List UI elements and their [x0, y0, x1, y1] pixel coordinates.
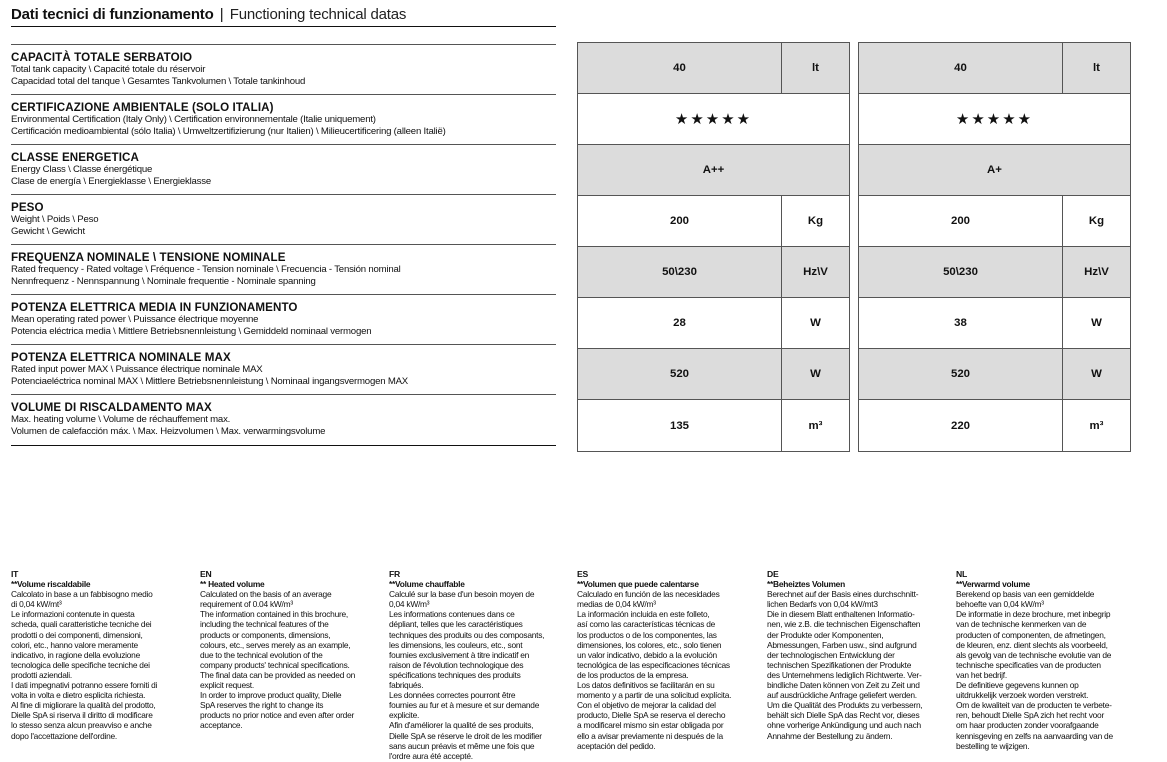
note-line: Annahme der Bestellung zu ändern.: [767, 730, 893, 741]
note-line: indicativo, in ragione della evoluzione: [11, 649, 140, 660]
note-line: des Unternehmens lediglich Richtwerte. Ver-: [767, 669, 922, 680]
note-line: technische specificaties van de producten: [956, 659, 1101, 670]
note-line: lichen Bedarfs von 0,04 kW/mt3: [767, 599, 878, 610]
value-row-heating-volume: [859, 400, 1130, 451]
page-title: [11, 6, 556, 27]
note-line: de kleuren, enz. dient slechts als voorbeeld,: [956, 639, 1108, 650]
note-line: a modificarel mismo sin estar obligada por: [577, 720, 724, 731]
note-line: I dati impegnativi potranno essere forniti di: [11, 680, 158, 691]
note-line: The final data can be provided as needed on: [200, 669, 356, 680]
note-line: explicit request.: [200, 680, 254, 691]
note-language: EN: [200, 569, 212, 579]
value-cell: 40: [578, 43, 782, 93]
note-line: dimensiones, los colores, etc., solo tienen: [577, 639, 722, 650]
note-language: NL: [956, 569, 967, 579]
note-language: FR: [389, 569, 400, 579]
spec-title: CLASSE ENERGETICA: [11, 151, 139, 164]
note-line: prodotti aziendali.: [11, 669, 72, 680]
note-line: SpA reserves the right to change its: [200, 700, 324, 711]
note-line: Al fine di migliorare la qualità del prodotto,: [11, 700, 156, 711]
unit-cell: m³: [1089, 419, 1104, 432]
value-cell: 40: [859, 43, 1063, 93]
value-cell: 135: [578, 400, 782, 451]
value-row-energy-class: [578, 145, 849, 196]
note-line: products no prior notice and even after order: [200, 710, 355, 721]
spec-title: POTENZA ELETTRICA MEDIA IN FUNZIONAMENTO: [11, 301, 298, 314]
model-column-1: [577, 42, 850, 452]
note-line: colori, etc., hanno valore meramente: [11, 639, 138, 650]
note-line: Afin d'améliorer la qualité de ses produits,: [389, 720, 534, 731]
note-line: including the technical features of the: [200, 619, 329, 630]
note-line: Dielle SpA se réserve le droit de les modifier: [389, 730, 542, 741]
note-language: DE: [767, 569, 779, 579]
note-line: The information contained in this brochure,: [200, 609, 348, 620]
spec-subtitle: Weight \ Poids \ Peso: [11, 214, 99, 225]
note-line: prodotti o dei componenti, dimensioni,: [11, 629, 143, 640]
footnote-it: [11, 569, 191, 741]
note-line: techniques des produits ou des composants,: [389, 629, 545, 640]
spec-label-list: [11, 44, 556, 446]
unit-cell: lt: [1093, 62, 1100, 74]
value-cell: 220: [859, 400, 1063, 451]
footnote-es: [577, 569, 757, 751]
note-line: requirement of 0.04 kW/m³: [200, 599, 293, 610]
value-row-heating-volume: [578, 400, 849, 451]
spec-row-heating-volume: [11, 395, 556, 446]
note-line: der Produkte oder Komponenten,: [767, 629, 884, 640]
spec-subtitle: Rated frequency - Rated voltage \ Fréquence - Tension nominale \ Frecuencia - Tensión nominal: [11, 264, 401, 275]
note-line: de los productos de la empresa.: [577, 669, 689, 680]
value-row-mean-power: [859, 298, 1130, 349]
note-line: company products' technical specifications.: [200, 659, 350, 670]
note-line: van de technische kenmerken van de: [956, 619, 1087, 630]
note-line: nen, wie z.B. die technischen Eigenschaften: [767, 619, 921, 630]
unit-cell: m³: [808, 419, 823, 432]
value-cell: 38: [859, 298, 1063, 348]
note-title: **Volume chauffable: [389, 579, 465, 590]
note-line: van het bedrijf.: [956, 669, 1007, 680]
value-row-weight: [859, 196, 1130, 247]
note-line: dopo l'accettazione dell'ordine.: [11, 730, 118, 741]
note-line: Les données correctes pourront être: [389, 690, 516, 701]
note-line: fournies au fur et à mesure et sur demande: [389, 700, 540, 711]
note-language: IT: [11, 569, 19, 579]
value-cell: 200: [859, 196, 1063, 246]
note-line: spécifications techniques des produits: [389, 669, 521, 680]
note-line: bindliche Daten können von Zeit zu Zeit und: [767, 680, 920, 691]
star-rating: ★★★★★: [674, 111, 753, 128]
note-line: bestelling te wijzigen.: [956, 740, 1030, 751]
note-body: [389, 589, 569, 761]
spec-subtitle: Rated input power MAX \ Puissance électrique nominale MAX: [11, 364, 263, 375]
spec-title: CERTIFICAZIONE AMBIENTALE (SOLO ITALIA): [11, 101, 274, 114]
note-line: momento y a partir de una solicitud explícita.: [577, 690, 732, 701]
spec-title: POTENZA ELETTRICA NOMINALE MAX: [11, 351, 231, 364]
value-row-tank-capacity: [859, 43, 1130, 94]
note-line: Les informations contenues dans ce: [389, 609, 515, 620]
note-line: der technologischen Entwicklung der: [767, 649, 895, 660]
note-line: Calculated on the basis of an average: [200, 589, 332, 600]
value-row-energy-class: [859, 145, 1130, 196]
footnote-de: [767, 569, 947, 741]
spec-title: PESO: [11, 201, 44, 214]
value-cell: A+: [987, 164, 1002, 176]
note-line: products or components, dimensions,: [200, 629, 331, 640]
note-title: **Volume riscaldabile: [11, 579, 91, 590]
unit-cell: Kg: [807, 215, 824, 227]
note-line: lo stesso senza alcun preavviso e anche: [11, 720, 152, 731]
value-cell: 520: [578, 349, 782, 399]
note-line: In order to improve product quality, Dielle: [200, 690, 342, 701]
note-line: 0,04 kW/m³: [389, 599, 430, 610]
note-line: Dielle SpA si riserva il diritto di modificare: [11, 710, 153, 721]
note-line: producten of componenten, de afmetingen,: [956, 629, 1106, 640]
value-cell: A++: [702, 164, 725, 176]
spec-row-frequency-voltage: [11, 245, 556, 295]
note-body: [577, 589, 757, 751]
note-line: Calculado en función de las necesidades: [577, 589, 720, 600]
note-line: un valor indicativo, debido a la evolución: [577, 649, 717, 660]
value-cell: 200: [578, 196, 782, 246]
spec-row-max-power: [11, 345, 556, 395]
note-line: Um die Qualität des Produkts zu verbessern,: [767, 700, 923, 711]
note-line: producto, Dielle SpA se reserva el derecho: [577, 710, 726, 721]
note-line: tecnológica de las especificaciones técnicas: [577, 659, 730, 670]
spec-subtitle: Certificación medioambiental (sólo Italia) \ Umweltzertifizierung (nur Italien) \ Milieucertificering (alleen Italië): [11, 126, 446, 137]
note-line: di 0,04 kW/mt³: [11, 599, 62, 610]
spec-subtitle: Clase de energía \ Energieklasse \ Energieklasse: [11, 176, 211, 187]
note-line: uitdrukkelijk verzoek worden verstrekt.: [956, 690, 1089, 701]
spec-row-energy-class: [11, 145, 556, 195]
note-line: om haar producten zonder voorafgaande: [956, 720, 1099, 731]
spec-row-environmental-certification: [11, 95, 556, 145]
note-title: **Verwarmd volume: [956, 579, 1030, 590]
spec-subtitle: Max. heating volume \ Volume de réchauffement max.: [11, 414, 231, 425]
spec-subtitle: Total tank capacity \ Capacité totale du réservoir: [11, 64, 206, 75]
spec-subtitle: Nennfrequenz - Nennspannung \ Nominale frequentie - Nominale spanning: [11, 276, 316, 287]
star-rating: ★★★★★: [955, 111, 1034, 128]
unit-cell: W: [1091, 317, 1102, 329]
note-title: **Beheiztes Volumen: [767, 579, 845, 590]
spec-subtitle: Gewicht \ Gewicht: [11, 226, 85, 237]
note-line: scheda, quali caratteristiche tecniche dei: [11, 619, 152, 630]
value-row-frequency-voltage: [859, 247, 1130, 298]
note-line: Die in diesem Blatt enthaltenen Informatio-: [767, 609, 915, 620]
note-line: colours, etc., serves merely as an example,: [200, 639, 351, 650]
note-line: ello a avisar previamente ni después de la: [577, 730, 723, 741]
note-line: Abmessungen, Farben usw., sind aufgrund: [767, 639, 917, 650]
note-line: Om de kwaliteit van de producten te verbete-: [956, 700, 1112, 711]
footnote-en: [200, 569, 380, 731]
title-english: Functioning technical datas: [229, 6, 407, 23]
note-body: [956, 589, 1136, 751]
note-line: explicite.: [389, 710, 420, 721]
value-row-max-power: [859, 349, 1130, 400]
note-line: Le informazioni contenute in questa: [11, 609, 135, 620]
note-line: Berekend op basis van een gemiddelde: [956, 589, 1095, 600]
spec-row-weight: [11, 195, 556, 245]
note-line: auf ausdrückliche Anfrage geliefert werden.: [767, 690, 917, 701]
note-line: De definitieve gegevens kunnen op: [956, 680, 1079, 691]
note-line: tecnologica delle specifiche tecniche dei: [11, 659, 150, 670]
note-body: [767, 589, 947, 740]
note-language: ES: [577, 569, 588, 579]
unit-cell: W: [810, 317, 821, 329]
note-line: así como las características técnicas de: [577, 619, 716, 630]
note-line: acceptance.: [200, 720, 243, 731]
unit-cell: Hz\V: [1084, 266, 1109, 278]
note-line: due to the technical evolution of the: [200, 649, 323, 660]
note-line: les dimensions, les couleurs, etc., sont: [389, 639, 523, 650]
note-line: aceptación del pedido.: [577, 740, 656, 751]
value-row-max-power: [578, 349, 849, 400]
title-italian: Dati tecnici di funzionamento: [11, 6, 214, 23]
note-line: La información incluida en este folleto,: [577, 609, 710, 620]
note-line: raison de l'évolution technologique des: [389, 659, 524, 670]
unit-cell: Hz\V: [803, 266, 828, 278]
note-line: fabriqués.: [389, 680, 424, 691]
note-line: ohne vorherige Ankündigung und auch nach: [767, 720, 921, 731]
note-line: los productos o de los componentes, las: [577, 629, 717, 640]
note-body: [200, 589, 380, 730]
value-row-frequency-voltage: [578, 247, 849, 298]
note-line: fournies exclusivement à titre indicatif en: [389, 649, 530, 660]
spec-title: VOLUME DI RISCALDAMENTO MAX: [11, 401, 212, 414]
model-column-2: [858, 42, 1131, 452]
spec-subtitle: Capacidad total del tanque \ Gesamtes Tankvolumen \ Totale tankinhoud: [11, 76, 306, 87]
value-row-mean-power: [578, 298, 849, 349]
value-cell: 520: [859, 349, 1063, 399]
unit-cell: Kg: [1088, 215, 1105, 227]
spec-subtitle: Potencia eléctrica media \ Mittlere Betriebsnennleistung \ Gemiddeld nominaal vermogen: [11, 326, 372, 337]
footnote-nl: [956, 569, 1136, 751]
note-title: **Volumen que puede calentarse: [577, 579, 699, 590]
note-line: kennisgeving en zelfs na aanvaarding van de: [956, 730, 1113, 741]
unit-cell: lt: [812, 62, 819, 74]
note-line: l'ordre aura été accepté.: [389, 750, 473, 761]
spec-title: CAPACITÀ TOTALE SERBATOIO: [11, 51, 193, 64]
unit-cell: W: [1091, 368, 1102, 380]
value-row-environmental-certification: [859, 94, 1130, 145]
spec-row-mean-power: [11, 295, 556, 345]
note-line: ren, behoudt Dielle SpA zich het recht voor: [956, 710, 1105, 721]
note-line: medias de 0,04 kW/m³: [577, 599, 656, 610]
note-line: Los datos definitivos se facilitarán en su: [577, 680, 715, 691]
unit-cell: W: [810, 368, 821, 380]
note-line: Calcolato in base a un fabbisogno medio: [11, 589, 153, 600]
value-cell: 50\230: [578, 247, 782, 297]
note-line: Calculé sur la base d'un besoin moyen de: [389, 589, 535, 600]
value-row-weight: [578, 196, 849, 247]
note-line: Berechnet auf der Basis eines durchschnitt-: [767, 589, 919, 600]
spec-row-tank-capacity: [11, 45, 556, 95]
spec-subtitle: Environmental Certification (Italy Only) \ Certification environnementale (Italie uniquement): [11, 114, 376, 125]
spec-subtitle: Mean operating rated power \ Puissance électrique moyenne: [11, 314, 259, 325]
note-body: [11, 589, 191, 740]
note-line: behält sich Dielle SpA das Recht vor, dieses: [767, 710, 920, 721]
note-line: dépliant, telles que les caractéristiques: [389, 619, 523, 630]
note-line: technischen Spezifikationen der Produkte: [767, 659, 912, 670]
spec-title: FREQUENZA NOMINALE \ TENSIONE NOMINALE: [11, 251, 286, 264]
footnote-fr: [389, 569, 569, 761]
note-title: ** Heated volume: [200, 579, 265, 590]
note-line: De informatie in deze brochure, met inbegrip: [956, 609, 1111, 620]
note-line: sans aucun préavis et même une fois que: [389, 740, 535, 751]
note-line: als gevolg van de technische evolutie van de: [956, 649, 1112, 660]
value-cell: 50\230: [859, 247, 1063, 297]
value-cell: 28: [578, 298, 782, 348]
title-separator: |: [219, 6, 224, 23]
spec-subtitle: Potenciaeléctrica nominal MAX \ Mittlere Betriebsnennleistung \ Nominaal ingangsvermogen MAX: [11, 376, 409, 387]
note-line: volta in volta e dietro esplicita richiesta.: [11, 690, 146, 701]
note-line: behoefte van 0,04 kW/m³: [956, 599, 1044, 610]
spec-subtitle: Volumen de calefacción máx. \ Max. Heizvolumen \ Max. verwarmingsvolume: [11, 426, 326, 437]
value-row-tank-capacity: [578, 43, 849, 94]
value-row-environmental-certification: [578, 94, 849, 145]
spec-subtitle: Energy Class \ Classe énergétique: [11, 164, 153, 175]
note-line: Con el objetivo de mejorar la calidad del: [577, 700, 716, 711]
